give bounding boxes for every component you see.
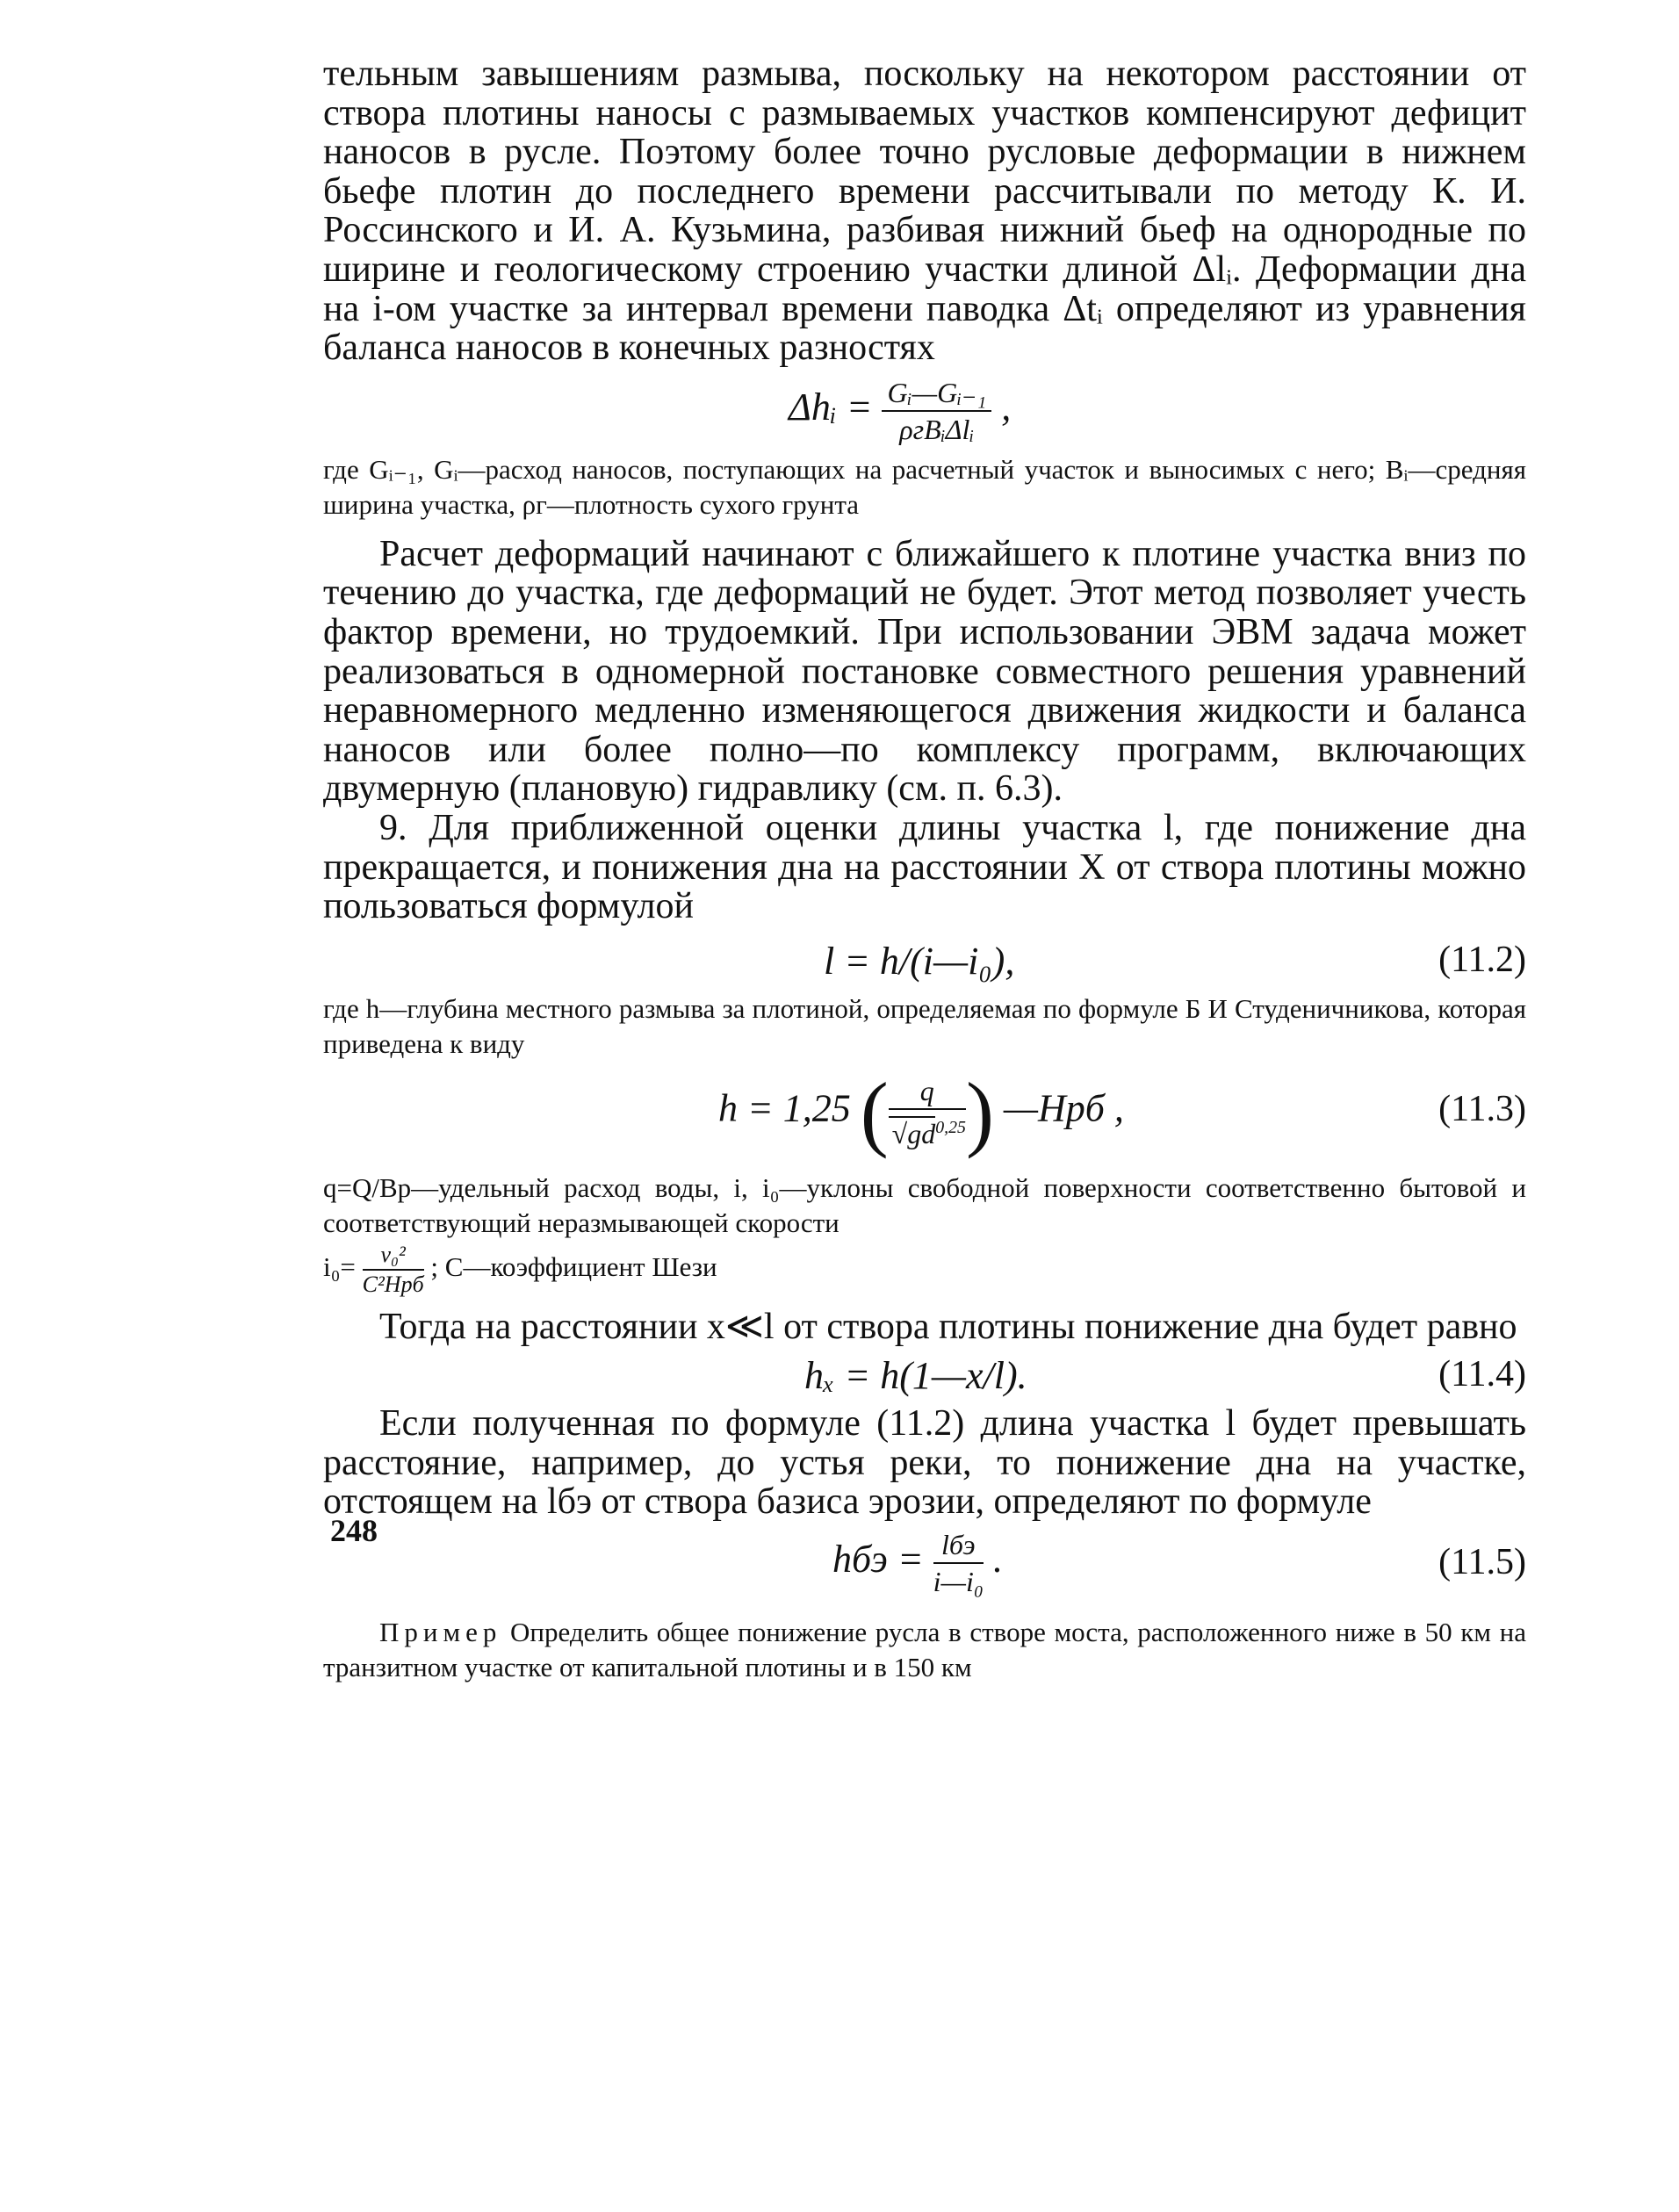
equation-number-11-4: (11.4) (1438, 1354, 1526, 1395)
formula-11-3-fraction (889, 1073, 966, 1151)
exponent: 0,25 (935, 1117, 966, 1137)
formula-11-3 (323, 1062, 1526, 1164)
fraction-denominator: C²Hрб (362, 1271, 424, 1297)
formula-11-5 (323, 1522, 1526, 1610)
fraction-numerator: v₀² (363, 1241, 424, 1271)
text-column (323, 54, 1526, 1685)
paragraph-calculation: Расчет деформаций начинают с ближайшего к плотине участка вниз по течению до участка, где деформаций не будет. Этот метод позволяет учесть фактор времени, но трудоемкий. При использовании ЭВМ задача может реализоваться в одномерной постановке совместного решения уравнений неравномерного медленно изменяющегося движения жидкости и баланса наносов или более полно—по комплексу программ, включающих двумерную (плановую) гидравлику (см. п. 6.3). (323, 533, 1526, 810)
formula-11-5-tail: . (993, 1538, 1003, 1582)
formula-fraction (882, 375, 991, 447)
fraction-numerator: q (889, 1073, 966, 1110)
example-label: Пример (379, 1617, 502, 1648)
fraction-denominator: i—i₀ (933, 1566, 984, 1598)
i0-label: i₀= (323, 1250, 356, 1282)
equation-number-11-2: (11.2) (1438, 939, 1526, 980)
note-formula-1: где Gᵢ₋₁, Gᵢ—расход наносов, поступающих на расчетный участок и выносимых с него; Bᵢ—средняя ширина участка, ρг—плотность сухого грунта (323, 453, 1526, 520)
equation-number-11-3: (11.3) (1438, 1088, 1526, 1129)
fraction-denominator: ρгBᵢΔlᵢ (899, 413, 975, 445)
sqrt-gd: √gd (889, 1116, 936, 1149)
formula-11-4-expression: hₓ = h(1—x/l). (804, 1354, 1027, 1398)
fraction-numerator: Gᵢ—Gᵢ₋₁ (882, 375, 991, 412)
left-paren: ( (860, 1064, 889, 1159)
paragraph-then: Тогда на расстоянии x≪l от створа плотины понижение дна будет равно (379, 1306, 1517, 1347)
fraction-denominator (889, 1110, 966, 1151)
paragraph-if: Если полученная по формуле (11.2) длина участка l будет превышать расстояние, например, до устья реки, то понижение дна на участке, отстоящем на lбэ от створа базиса эрозии, определяют по формуле (323, 1403, 1526, 1523)
formula-11-5-fraction (933, 1527, 984, 1599)
formula-11-4 (323, 1346, 1526, 1404)
formula-11-3-tail: —Hрб , (1003, 1086, 1124, 1130)
note-formula-3b (323, 1241, 1526, 1299)
formula-lhs: Δhᵢ = (789, 385, 873, 429)
example-text: Определить общее понижение русла в створе моста, расположенного ниже в 50 км на транзитном участке от капитальной плотины и в 150 км (323, 1617, 1527, 1683)
formula-11-5-lhs: hбэ = (832, 1538, 924, 1582)
note-tail: ; C—коэффициент Шези (430, 1250, 717, 1282)
fraction-numerator: lбэ (933, 1527, 984, 1564)
paragraph-item-9: 9. Для приближенной оценки длины участка l, где понижение дна прекращается, и понижения дна на расстоянии X от створа плотины можно пользоваться формулой (323, 807, 1526, 927)
right-paren: ) (965, 1064, 994, 1159)
page-number: 248 (330, 1513, 378, 1548)
formula-11-2 (323, 926, 1526, 991)
equation-number-11-5: (11.5) (1438, 1542, 1526, 1583)
formula-11-2-expression: l = h/(i—i₀), (824, 939, 1015, 983)
paragraph-continuation: тельным завышениям размыва, поскольку на некотором расстоянии от створа плотины наносы с размываемых участков компенсируют дефицит наносов в русле. Поэтому более точно русловые деформации в нижнем бьефе плотин до последнего времени рассчитывали по методу К. И. Россинского и И. А. Кузьмина, разбивая нижний бьеф на однородные по ширине и геологическому строению участки длиной Δlᵢ. Деформации дна на i-ом участке за интервал времени паводка Δtᵢ определяют из уравнения баланса наносов в конечных разностях (323, 54, 1526, 369)
formula-11-3-lhs: h = 1,25 (718, 1086, 851, 1130)
note-formula-2: где h—глубина местного размыва за плотиной, определяемая по формуле Б И Студеничникова, которая приведена к виду (323, 992, 1526, 1059)
formula-tail: , (1001, 385, 1012, 429)
note-formula-3a: q=Q/Bр—удельный расход воды, i, i₀—уклоны свободной поверхности соответственно бытовой и соответствующий неразмывающей скорости (323, 1171, 1526, 1238)
formula-delta-h (323, 368, 1526, 452)
example-paragraph (323, 1615, 1526, 1685)
i0-fraction (363, 1241, 424, 1299)
